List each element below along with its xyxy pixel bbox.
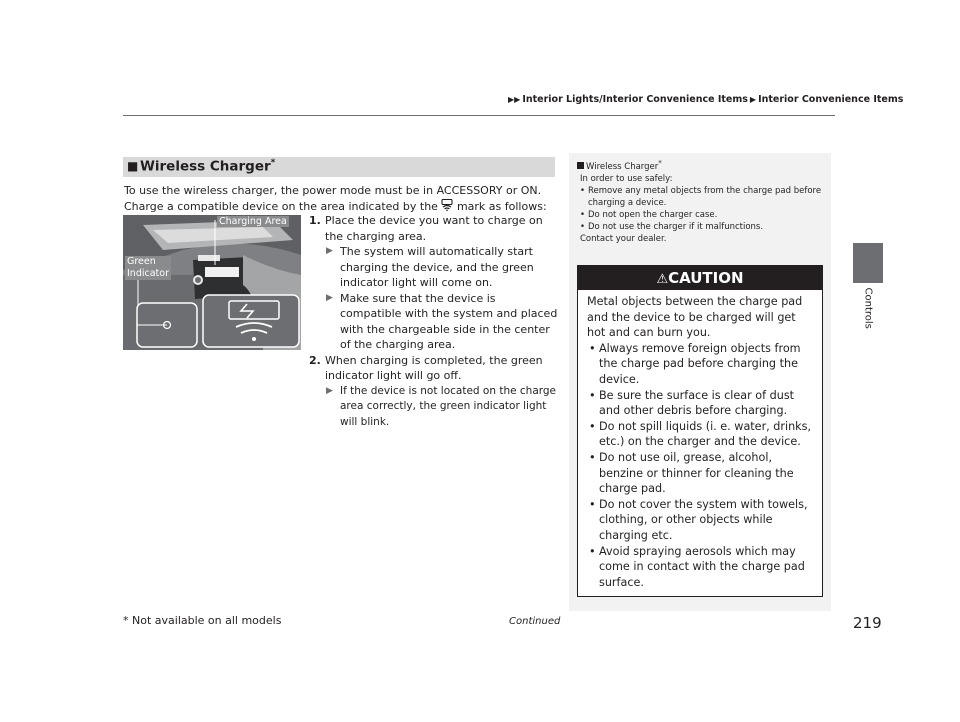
section-heading [123, 157, 555, 177]
footnote [123, 614, 281, 627]
console-illustration [123, 215, 301, 350]
notes-bullet-text: Do not use the charger if it malfunctions. [588, 222, 764, 232]
caution-bullet-text: Avoid spraying aerosols which may come in contact with the charge pad surface. [599, 544, 805, 589]
breadcrumb-item: Interior Convenience Items [758, 94, 904, 105]
caution-bullet: • Always remove foreign objects from the charge pad before charging the device. [589, 341, 801, 386]
arrow-icon: ▶ [749, 95, 757, 104]
chapter-tab-marker [853, 243, 883, 283]
notes-bullet: • Do not open the charger case. [580, 210, 718, 220]
caution-bullet: • Do not cover the system with towels, clothing, or other objects while charging etc. [589, 497, 808, 542]
notes-lead: In order to use safely: [580, 174, 673, 184]
chapter-tab-text: Controls [862, 287, 874, 329]
breadcrumb [508, 94, 903, 105]
caution-bullet: • Do not spill liquids (i. e. water, drinks, etc.) on the charger and the device. [589, 419, 812, 449]
intro-line: Charge a compatible device on the area indicated by the [124, 199, 438, 213]
step-item [309, 213, 559, 244]
caution-bullet: • Be sure the surface is clear of dust and other debris before charging. [589, 388, 795, 418]
footnote-text: Not available on all models [132, 614, 282, 627]
step-substep [309, 291, 559, 353]
page-number: 219 [853, 614, 882, 632]
chapter-tab-label [860, 288, 876, 358]
intro-paragraph [124, 183, 564, 214]
caution-bullet-text: Do not use oil, grease, alcohol, benzine or thinner for cleaning the charge pad. [599, 450, 794, 496]
footnote-star: * [123, 614, 129, 627]
intro-line: mark as follows: [456, 199, 547, 213]
substep-text: If the device is not located on the charge area correctly, the green indicator light will blink. [340, 384, 557, 428]
caution-bullet-text: Always remove foreign objects from the charge pad before charging the device. [599, 341, 801, 386]
step-text: Place the device you want to charge on the charging area. [325, 214, 543, 243]
caution-bullet-text: Do not spill liquids (i. e. water, drinks, etc.) on the charger and the device. [599, 419, 812, 449]
notes-contact: Contact your dealer. [580, 234, 667, 244]
reference-icon [577, 162, 584, 169]
notes-title [577, 158, 662, 172]
arrow-icon: ▶ [326, 246, 333, 256]
notes-bullet: • Remove any metal objects from the charge pad before charging a device. [580, 186, 822, 208]
substep-text: The system will automatically start charging the device, and the green indicator light will come on. [340, 245, 534, 289]
warning-triangle-icon: ⚠ [656, 272, 669, 287]
caution-bullet: • Do not use oil, grease, alcohol, benzine or thinner for cleaning the charge pad. [589, 450, 794, 496]
step-text: When charging is completed, the green indicator light will go off. [325, 353, 543, 382]
caution-box [577, 265, 823, 597]
procedure-steps [309, 213, 559, 430]
model-asterisk: * [658, 158, 662, 167]
step-item [309, 353, 559, 384]
step-number: 1. [309, 214, 321, 227]
intro-line: To use the wireless charger, the power mode must be in ACCESSORY or ON. [124, 184, 542, 197]
notes-bullet-text: Remove any metal objects from the charge pad before charging a device. [588, 186, 822, 208]
caution-bullet: • Avoid spraying aerosols which may come in contact with the charge pad surface. [589, 544, 805, 589]
step-substep [309, 244, 559, 291]
wireless-charge-icon [441, 199, 453, 211]
caution-header [578, 266, 822, 290]
step-substep [309, 384, 559, 431]
arrow-icon: ▶ [326, 292, 333, 303]
label-indicator-text: Indicator [127, 268, 169, 279]
notes-bullet: • Do not use the charger if it malfunctions. [580, 222, 764, 232]
substep-text: Make sure that the device is compatible with the system and placed with the chargeable side in the center of the charging area. [340, 291, 558, 351]
notes-title-text: Wireless Charger [586, 161, 659, 172]
header-divider [123, 115, 835, 116]
caution-body [587, 294, 815, 590]
breadcrumb-item: Interior Lights/Interior Convenience Items [522, 94, 748, 105]
caution-intro: Metal objects between the charge pad and the device to be charged will get hot and can burn you. [587, 295, 803, 340]
caution-bullet-text: Do not cover the system with towels, clothing, or other objects while charging etc. [599, 497, 808, 542]
step-number: 2. [309, 353, 321, 367]
notes-body [580, 173, 830, 245]
label-green-text: Green [127, 256, 156, 267]
charger-figure [123, 215, 301, 350]
double-arrow-icon: ▶▶ [508, 95, 521, 104]
continued-label: Continued [509, 616, 561, 627]
caution-bullet-text: Be sure the surface is clear of dust and other debris before charging. [599, 388, 795, 418]
section-title: Wireless Charger [140, 158, 271, 175]
arrow-icon: ▶ [326, 385, 333, 396]
square-bullet-icon: ■ [127, 159, 139, 173]
notes-bullet-text: Do not open the charger case. [588, 210, 718, 220]
label-green-indicator [125, 256, 171, 280]
label-charging-area: Charging Area [219, 216, 287, 227]
caution-title: CAUTION [668, 269, 744, 287]
model-asterisk: * [270, 158, 276, 168]
